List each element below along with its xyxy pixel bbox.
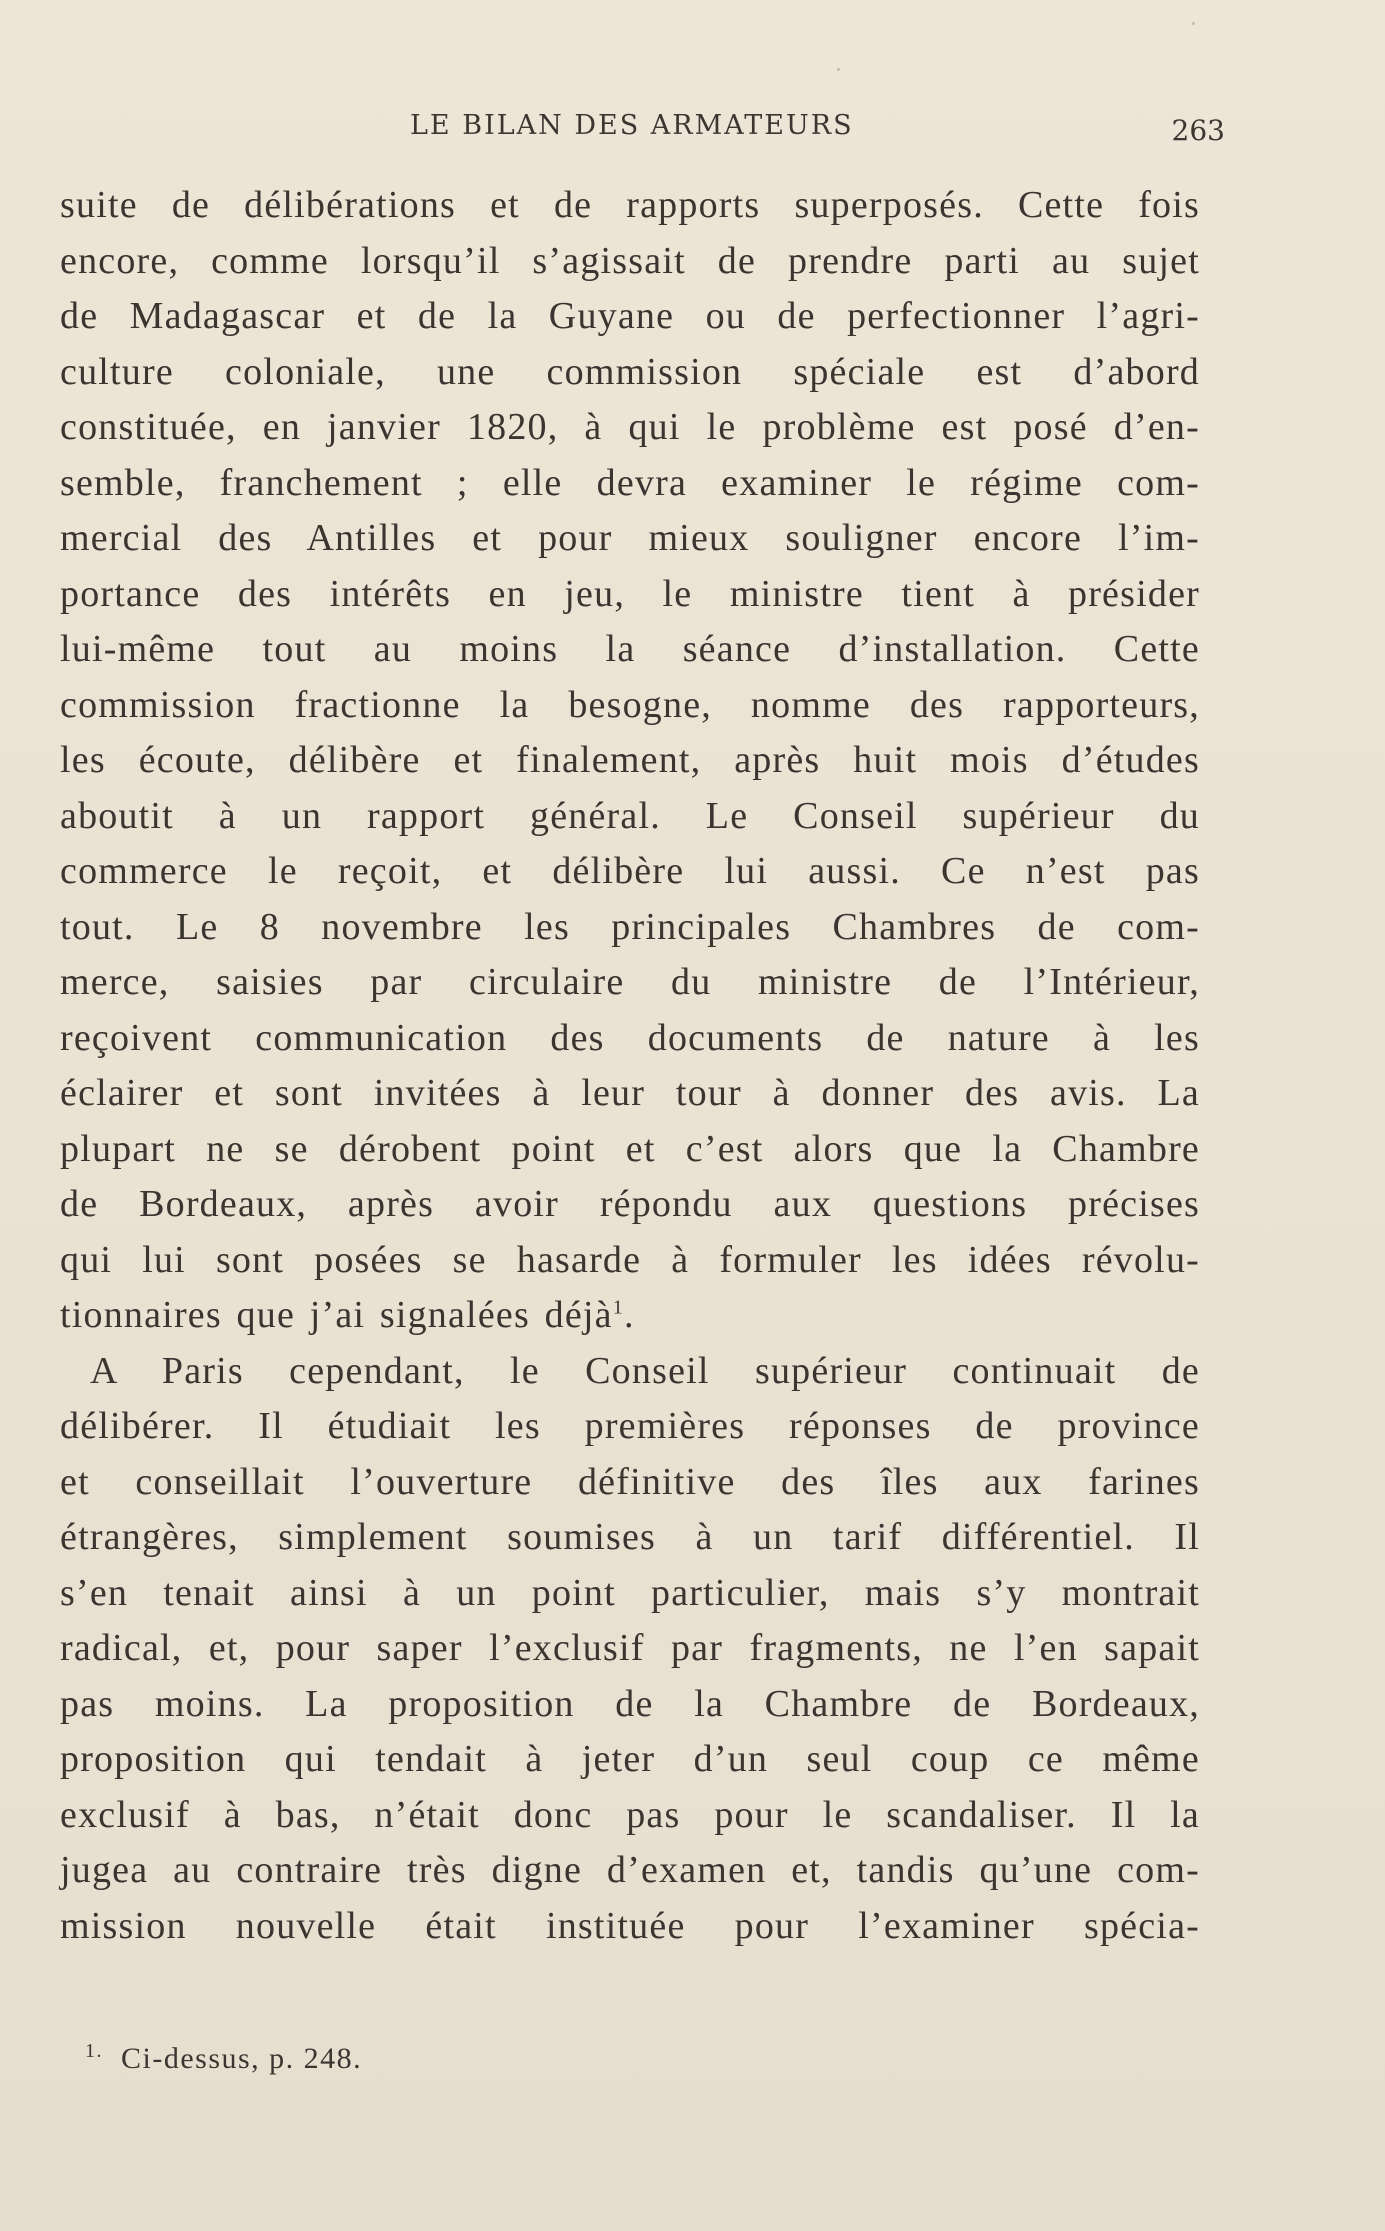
text-line: exclusif à bas, n’était donc pas pour le scandaliser. Il la bbox=[60, 1793, 1200, 1836]
text-line: radical, et, pour saper l’exclusif par fragments, ne l’en sapait bbox=[60, 1627, 1200, 1669]
running-title: LE BILAN DES ARMATEURS bbox=[410, 110, 854, 141]
text-line: plupart ne se dérobent point et c’est alors que la Chambre bbox=[60, 1127, 1200, 1170]
text-line: et conseillait l’ouverture définitive des îles aux farines bbox=[60, 1460, 1200, 1503]
text-line: de Madagascar et de la Guyane ou de perfectionner l’agri- bbox=[60, 295, 1200, 337]
paper-speck bbox=[837, 68, 840, 71]
text-line: commission fractionne la besogne, nomme des rapporteurs, bbox=[60, 683, 1200, 726]
text-line: aboutit à un rapport général. Le Conseil supérieur du bbox=[60, 794, 1200, 837]
body-text bbox=[60, 178, 1200, 1954]
text-line: tout. Le 8 novembre les principales Chambres de com- bbox=[60, 905, 1200, 948]
page-number: 263 bbox=[1171, 114, 1225, 147]
paragraph-1 bbox=[60, 178, 1200, 1344]
text-line: mission nouvelle était instituée pour l’examiner spécia- bbox=[60, 1904, 1200, 1947]
footnote-text: Ci-dessus, p. 248. bbox=[121, 2042, 363, 2075]
footnote-reference: 1 bbox=[612, 1296, 624, 1319]
text-line: pas moins. La proposition de la Chambre de Bordeaux, bbox=[60, 1682, 1200, 1725]
paper-speck bbox=[1192, 22, 1195, 25]
text-line: s’en tenait ainsi à un point particulier, mais s’y montrait bbox=[60, 1571, 1200, 1614]
end-punctuation: . bbox=[623, 1294, 635, 1336]
text-line: de Bordeaux, après avoir répondu aux questions précises bbox=[60, 1183, 1200, 1225]
text-line: suite de délibérations et de rapports superposés. Cette fois bbox=[60, 184, 1200, 226]
text-line: étrangères, simplement soumises à un tarif différentiel. Il bbox=[60, 1516, 1200, 1558]
text-line-last bbox=[60, 1288, 1200, 1344]
running-head bbox=[60, 110, 1225, 160]
text-line: A Paris cependant, le Conseil supérieur continuait de bbox=[90, 1349, 1200, 1392]
footnote bbox=[85, 2040, 885, 2076]
text-line: semble, franchement ; elle devra examiner le régime com- bbox=[60, 461, 1200, 504]
text-line: lui-même tout au moins la séance d’installation. Cette bbox=[60, 628, 1200, 670]
text-line: encore, comme lorsqu’il s’agissait de prendre parti au sujet bbox=[60, 239, 1200, 282]
text-line: les écoute, délibère et finalement, après huit mois d’études bbox=[60, 739, 1200, 781]
text-line: délibérer. Il étudiait les premières réponses de province bbox=[60, 1405, 1200, 1447]
text-line-content: tionnaires que j’ai signalées déjà bbox=[60, 1294, 613, 1336]
text-line: constituée, en janvier 1820, à qui le problème est posé d’en- bbox=[60, 406, 1200, 448]
footnote-number: 1. bbox=[85, 2040, 103, 2062]
paragraph-2 bbox=[60, 1344, 1200, 1955]
text-line: commerce le reçoit, et délibère lui aussi. Ce n’est pas bbox=[60, 850, 1200, 892]
text-line: proposition qui tendait à jeter d’un seul coup ce même bbox=[60, 1738, 1200, 1780]
text-line: reçoivent communication des documents de nature à les bbox=[60, 1016, 1200, 1059]
text-line: éclairer et sont invitées à leur tour à donner des avis. La bbox=[60, 1072, 1200, 1114]
text-line: portance des intérêts en jeu, le ministre tient à présider bbox=[60, 572, 1200, 615]
text-line: jugea au contraire très digne d’examen et, tandis qu’une com- bbox=[60, 1849, 1200, 1891]
text-line: culture coloniale, une commission spéciale est d’abord bbox=[60, 350, 1200, 393]
text-line: mercial des Antilles et pour mieux souligner encore l’im- bbox=[60, 517, 1200, 559]
text-line: qui lui sont posées se hasarde à formuler les idées révolu- bbox=[60, 1238, 1200, 1281]
text-line: merce, saisies par circulaire du ministre de l’Intérieur, bbox=[60, 961, 1200, 1003]
